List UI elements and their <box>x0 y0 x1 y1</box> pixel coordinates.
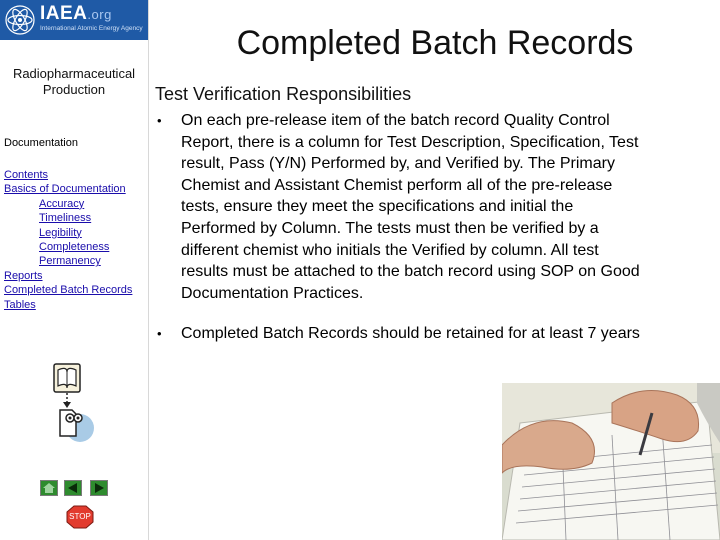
previous-button[interactable] <box>64 480 82 496</box>
sidebar <box>0 0 149 540</box>
arrow-left-icon <box>65 481 81 495</box>
stop-button[interactable] <box>66 505 94 529</box>
page-title: Completed Batch Records <box>236 24 634 62</box>
course-title: Radiopharmaceutical Production <box>12 66 136 97</box>
sidebar-link[interactable]: Reports <box>4 269 43 282</box>
sidebar-link[interactable]: Contents <box>4 169 49 181</box>
sidebar-link[interactable]: Completeness <box>39 241 110 254</box>
bullet-text: Completed Batch Records should be retained for at least 7 years <box>181 325 640 343</box>
home-icon <box>41 481 57 495</box>
bullet-item <box>155 323 645 345</box>
stop-label: STOP <box>69 512 91 521</box>
sidebar-link[interactable]: Completed Batch Records <box>4 284 133 297</box>
logo-suffix: .org <box>87 7 112 22</box>
section-title: Documentation <box>4 137 78 149</box>
sidebar-link[interactable]: Permanency <box>39 255 101 268</box>
logo-name: IAEA <box>40 3 88 24</box>
sidebar-link[interactable]: Basics of Documentation <box>4 183 126 196</box>
bullet-list <box>155 110 645 345</box>
book-reader-icon <box>50 362 100 442</box>
bullet-marker: • <box>157 326 162 342</box>
form-filling-photo <box>502 383 720 540</box>
sidebar-link[interactable]: Tables <box>4 298 36 311</box>
sidebar-link[interactable]: Legibility <box>39 226 82 239</box>
iaea-logo[interactable] <box>0 0 148 40</box>
logo-subtitle: International Atomic Energy Agency <box>40 25 143 32</box>
slide-subtitle: Test Verification Responsibilities <box>155 84 412 104</box>
arrow-right-icon <box>91 481 107 495</box>
bullet-text: On each pre-release item of the batch record Quality Control Report, there is a column for Test Description, Specification, Test result, Pass (Y/N) Performed by, and Verified by. The Primary Chemist and Assistant Chemist perform all of the pre-release tests, ensure they meet the specifications and initial the Performed by Column. The tests must then be verified by a different chemist who initials the Verified by column. All test results must be attached to the batch record using SOP on Good Documentation Practices. <box>181 112 640 302</box>
sidebar-link[interactable]: Timeliness <box>39 212 92 225</box>
next-button[interactable] <box>90 480 108 496</box>
sidebar-nav <box>4 168 148 312</box>
atom-icon <box>4 4 36 36</box>
bullet-marker: • <box>157 113 162 128</box>
bullet-item <box>155 110 645 304</box>
sidebar-link[interactable]: Accuracy <box>39 197 85 210</box>
home-button[interactable] <box>40 480 58 496</box>
